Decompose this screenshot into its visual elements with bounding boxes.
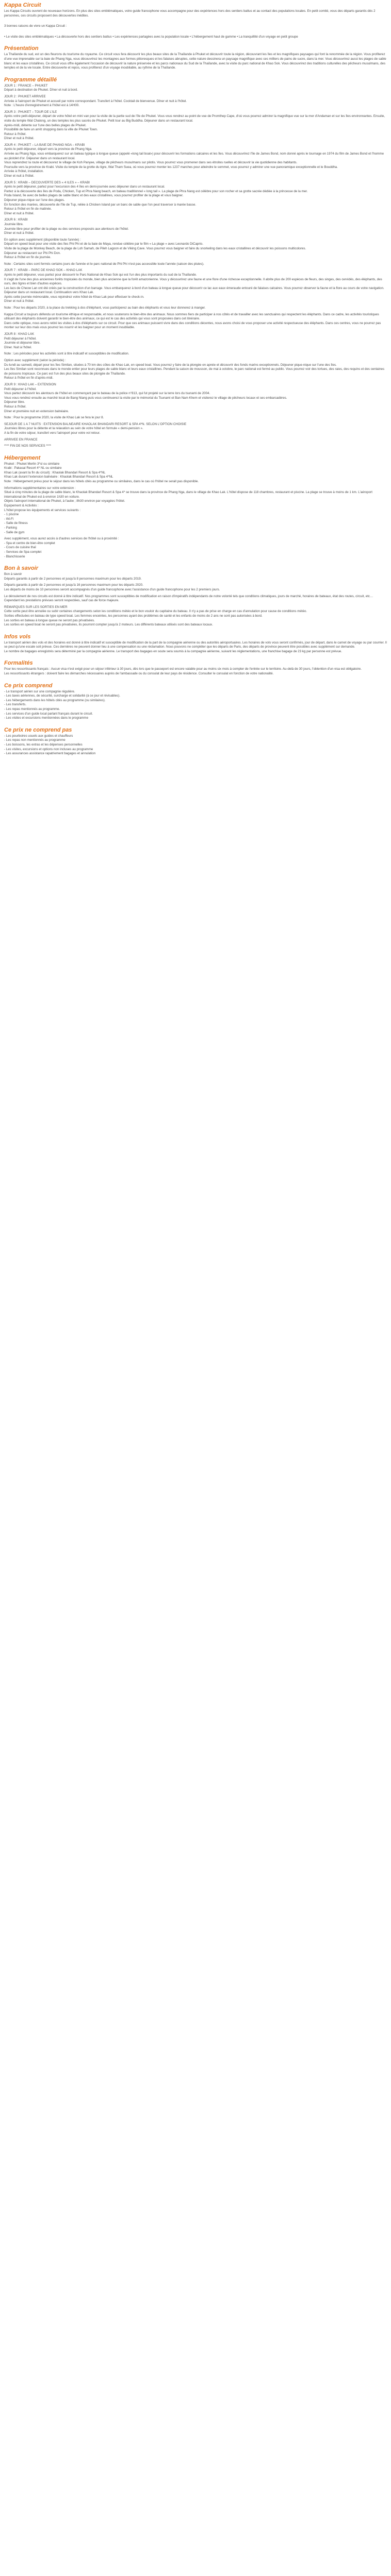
section-2: [4, 77, 387, 449]
section-8: [4, 727, 387, 756]
section-paragraph: **** FIN DE NOS SERVICES ****: [4, 444, 52, 448]
section-5: [4, 634, 387, 654]
section-title: Présentation: [4, 45, 39, 52]
section-title: Formalités: [4, 660, 33, 667]
section-paragraph: Note : Certains sites sont fermés certains jours de l'année et le parc national de Phi Phi n'est pas accessible toute l'année (saison des pluies).: [4, 262, 204, 266]
section-paragraph: JOUR 7 : KRABI – PARC DE KHAO SOK – KHAO LAK Après le petit déjeuner, vous partez pour découvrir le Parc National de Khao Sok qui est l'un des plus importants du sud de la Thaïlande. Il s'agit de l'une des plus anciennes forêts tropicales du monde, bien plus ancienne que la forêt amazonienne. Vous y découvrirez une faune et une flore d'une richesse exceptionnelle. Il abrite plus de 200 espèces de fleurs, des singes, des cervidés, des éléphants, des ours, des tigres et bien d'autres espèces. Les lacs de Cheow Lan ont été créés par la construction d'un barrage. Vous embarquerez à bord d'un bateau à longue queue pour découvrir ce lac aux eaux émeraude entouré de falaises calcaires. Vous pourrez observer la faune et la flore au cours de votre navigation. Déjeuner dans un restaurant local. Continuation vers Khao Lak. Après cette journée mémorable, vous rejoindrez votre hôtel de Khao Lak pour effectuer le check-in. Dîner et nuit à l'hôtel.: [4, 268, 384, 303]
section-paragraph: La Thaïlande du sud, est un des fleurons du tourisme du royaume. Ce circuit vous fera découvrir les plus beaux sites de la Thaïlande à Phuket et découvrir toute la région, découvrant les îles et les magnifiques paysages qui font la renommée de la région. Vous profiterez d'une vue imprenable sur la baie de Phang Nga, vous découvrirez les montagnes aux formes pittoresques et les falaises abruptes, cette nature dessinera un paysage magnifique avec ces milliers de pains de sucre, dans la mer. Vous découvrirez aussi les plages de sable blanc et les eaux cristallines. Ce circuit vous offre également l'occasion de découvrir la nature préservée et les parcs nationaux du Sud de la Thaïlande, avec la visite du parc national de Khao Sok. Vous découvrirez des traditions culturelles des pêcheurs musulmans, des temples et de la vie locale. Entre découverte et repos, vous profiterez d'un voyage inoubliable, au rythme de la Thaïlande.: [4, 53, 386, 70]
section-title: Kappa Circuit: [4, 2, 41, 8]
section-paragraph: JOUR 5 : KRABI – DECOUVERTE DES « 4 ILES » – KRABI Après le petit déjeuner, partez pour l'excursion des 4 îles en demi-journée avec déjeuner dans un restaurant local. Partez à la découverte des îles de Poda, Chicken, Tup et Phra Nang beach, en bateau traditionnel « long tail ». La plage de Phra Nang est célèbre pour son rocher et sa grotte sacrée dédiée à la princesse de la mer. Poda Island, île avec de belles plages de sable blanc et des eaux cristallines, vous pourrez profiter de la plage et vous baigner. Déjeuner pique-nique sur l'une des plages. En fonction des marées, découverte de l'île de Tup, reliée à Chicken Island par un banc de sable que l'on peut traverser à marée basse. Retour à l'hôtel en fin de matinée. Dîner et nuit à l'hôtel.: [4, 180, 308, 215]
section-paragraph: JOUR 1 : FRANCE – PHUKET Départ à destination de Phuket. Dîner et nuit à bord.: [4, 83, 78, 92]
section-paragraph: En option avec supplément (disponible toute l'année) : Départ en speed boat pour une visite des îles Phi Phi et de la baie de Maya, rendue célèbre par le film « La plage » avec Leonardo DiCaprio. Visite de la plage de Monkey Beach, de la plage de Loh Samah, de Pileh Lagoon et de Viking Cave. Vous pourrez vous baigner et faire du snorkeling dans les eaux cristallines et découvrir les poissons multicolores. Déjeuner au restaurant sur Phi Phi Don. Retour à l'hôtel en fin de journée.: [4, 238, 306, 260]
section-title: Programme détaillé: [4, 76, 57, 83]
section-paragraph: Phuket : Phuket Merlin 3*sl ou similaire Krabi : Pakasai Resort 4* NL ou similaire Khao Lak (avant la fin du circuit) : Khaolak Bhandari Resort & Spa 4*NL Khao Lak durant l'extension balnéaire : Khaolak Bhandari Resort & Spa 4*NL Note : Hébergement prévu pour le séjour dans les hôtels cités au programme ou similaires, dans le cas où l'hôtel ne serait pas disponible.: [4, 462, 199, 484]
section-paragraph: Note : Pour le programme 2020, la visite de Khao Lak se fera le jour 8.: [4, 416, 104, 420]
section-title: Hébergement: [4, 454, 41, 461]
section-paragraph: Avec supplément, vous aurez accès à d'autres services de l'hôtel ou à proximité : - Spa et centre de bien-être complet - Cours de cuisine thaï - Services de Spa complet - Blanchisserie: [4, 537, 119, 558]
section-paragraph: Bon à savoir Départs garantis à partir de 2 personnes et jusqu'à 8 personnes maximum pour les départs 2019.: [4, 572, 142, 581]
section-paragraph: [4, 20, 387, 22]
section-paragraph: Kappa Circuit a toujours défendu un tourisme éthique et responsable, et nous soutenons le bien-être des animaux. Nous sommes fiers de participer à nos côtés et de travailler avec les sanctuaires qui respectent les éléphants. Dans ce cadre, les activités touristiques utilisant des éléphants doivent garantir le bien-être des animaux, ce qui est le cas des activités qui vous sont proposées dans cet itinéraire. Dans cette optique, nous avons retiré les visites à dos d'éléphants sur ce circuit. Pour que ces animaux puissent vivre dans des conditions décentes, nous avons choisi de vous proposer une activité respectueuse des éléphants. Dans ces centres, vous ne pourrez pas monter sur leur dos mais vous pourrez les nourrir et les baigner pour un moment inoubliable.: [4, 312, 381, 330]
section-paragraph: 3 bonnes raisons de vivre un Kappa Circuit :: [4, 24, 67, 28]
section-title: Ce prix comprend: [4, 682, 53, 689]
section-paragraph: REMARQUES SUR LES SORTIES EN MER Cette sortie peut être annulée ou subir certaines changements selon les conditions météo et le bon vouloir du capitaine du bateau. Il n'y a pas de prise en charge en cas d'annulation pour cause de conditions météo. Sorties effectuées en bateau de type speed boat. Les femmes enceintes, les personnes ayant des problèmes de santé et les enfants de moins de 2 ans ne sont pas autorisées à bord. Les sorties en bateau à longue queue ne seront pas privatisées. Les sorties en speed boat ne seront pas privatisées, ils pourront compter jusqu'à 2 moteurs. Les différents bateaux utilisés sont des bateaux locaux.: [4, 605, 307, 627]
section-paragraph: ARRIVEE EN FRANCE: [4, 437, 38, 442]
section-title: Infos vols: [4, 633, 31, 640]
section-paragraph: - Les pourboires usuels aux guides et chauffeurs - Les repas non mentionnés au programme - Les boissons, les extras et les dépenses personnelles - Les visites, excursions et options non incluses au programme - Les assurances assistance rapatriement bagages et annulation: [4, 734, 96, 756]
section-paragraph: Note : Les périodes pour les activités sont à titre indicatif et susceptibles de modification.: [4, 352, 129, 356]
section-paragraph: Pour les ressortissants français : Aucun visa n'est exigé pour un séjour inférieur à 30 jours, dès lors que le passeport est encore valable pour au moins six mois à compter de l'entrée sur le territoire. Au-delà de 30 jours, l'obtention d'un visa est obligatoire. Les ressortissants étrangers : doivent faire les démarches nécessaires auprès de l'ambassade ou du consulat de leur pays de résidence. Consulter le consulat en fonction de votre nationalité.: [4, 667, 362, 676]
section-4: [4, 565, 387, 628]
section-paragraph: • Le visite des sites emblématiques • La découverte hors des sentiers battus • Les expériences partagées avec la population locale • L'hébergement haut de gamme • La tranquillité d'un voyage en petit groupe: [4, 35, 298, 39]
section-paragraph: Le déroulement de nos circuits est donné à titre indicatif. Nos programmes sont susceptibles de modification en raison d'impératifs indépendants de notre volonté tels que conditions climatiques, jours de marché, horaires de bateaux, état des routes, circuit, etc… Cependant les prestations prévues seront respectées, sauf cas de force majeure.: [4, 594, 373, 603]
section-7: [4, 683, 387, 721]
section-0: [4, 2, 387, 39]
section-paragraph: JOUR 6 : KRABI Journée libre. Journée libre pour profiter de la plage ou des services proposés aux alentours de l'hôtel. Dîner et nuit à l'hôtel.: [4, 218, 129, 235]
section-paragraph: SEJOUR DE 1 A 7 NUITS : EXTENSION BALNEAIRE KHAOLAK BHANDARI RESORT & SPA 4*N. SELON L'OPTION CHOISIE Journées libres pour la détente et la relaxation au sein de votre hôtel en formule « demi-pension ». A la fin de votre séjour, transfert vers l'aéroport pour votre vol retour.: [4, 422, 187, 435]
section-paragraph: Le transport aérien des vols et des horaires est donné à titre indicatif et susceptible de modification de la part de la compagnie aérienne ou des autorités aéroportuaires. Les horaires de vols vous seront confirmés, jour de départ, dans le carnet de voyage ou par courrier. Il se peut qu'une escale soit prévue. Ces dernières ne peuvent donner lieu à une compensation ou une réclamation. Nous pouvons ne compléter que les départs de Paris, des départs de province peuvent être possibles avec supplément sur demande. Le nombre de bagages enregistrés sera déterminé par la compagnie aérienne. Le transport des bagages en soute sera soumis à la compagnie aérienne, suivant les réglementations, une franchise bagage de 23 kg par personne est prévue.: [4, 640, 387, 653]
section-paragraph: Option avec supplément (selon la période) : Du lundi au samedi, départ pour les îles Similan, situées à 70 km des côtes de Khao Lak, en speed boat. Vous pourrez y faire de la plongée en apnée et découvrir des fonds marins exceptionnels. Déjeuner pique-nique sur l'une des îles. Les îles Similan sont reconnues dans le monde entier pour leurs plages de sable blanc et leurs eaux cristallines. Pendant la saison de mousson, de mai à octobre, le parc national est fermé au public. Vous pourrez voir des tortues, des raies, des requins et des centaines de poissons tropicaux. Ce parc est l'un des plus beaux sites de plongée de Thaïlande. Retour à l'hôtel en fin d'après-midi.: [4, 359, 385, 380]
section-paragraph: Départs garantis à partir de 2 personnes et jusqu'à 16 personnes maximum pour les départs 2020. Les départs de moins de 10 personnes seront accompagnés d'un guide francophone avec l'assistance d'un guide francophone pour les 2 premiers jours.: [4, 583, 220, 591]
section-paragraph: Note : Pour les départs 2020, à la place du trekking à dos d'éléphant, vous participerez au bain des éléphants et vous leur donnerez à manger.: [4, 306, 206, 310]
section-title: Bon à savoir: [4, 565, 39, 572]
section-paragraph: JOUR 3 : PHUKET – TOUR DE L'ILE Après votre petit-déjeuner, départ de votre hôtel en mini van pour la visite de la partie sud de l'île de Phuket. Vous vous rendrez au point de vue de Promthep Cape, d'où vous pourrez admirer la magnifique vue sur la mer d'Andaman et sur les îles environnantes. Ensuite, visite du temple Wat Chalong, un des temples les plus sacrés de Phuket. Petit tour au Big Buddha. Déjeuner dans un restaurant local. Après-midi, détente sur l'une des belles plages de Phuket. Possibilité de faire un arrêt shopping dans la ville de Phuket Town. Retour à l'hôtel. Dîner et nuit à l'hôtel.: [4, 110, 385, 141]
section-paragraph: JOUR 2 : PHUKET ARRIVEE Arrivée à l'aéroport de Phuket et accueil par notre correspondant. Transfert à l'hôtel. Cocktail de bienvenue. Dîner et nuit à l'hôtel. Note : L'heure d'enregistrement à l'hôtel est à 14H00.: [4, 94, 187, 108]
document-page: [0, 0, 391, 756]
section-paragraph: Les Kappa Circuits ouvrent de nouveaux horizons. En plus des sites emblématiques, votre guide francophone vous accompagne pour des expériences hors des sentiers battus et au contact des populations locales. En petit comité, vous des départs garantis dès 2 personnes, ces circuits proposent des découvertes inédites.: [4, 9, 376, 18]
section-paragraph: JOUR 4 : PHUKET – LA BAIE DE PHANG NGA – KRABI Après le petit déjeuner, départ vers la province de Phang Nga. Arrivée au Phang Nga, vous embarquerez sur un bateau typique à longue queue (appelé «long tail boat») pour découvrir les formations calcaires et les îles. Vous découvrirez l'île de James Bond, nom donné après le tournage en 1974 du film de James Bond et l'homme au pistolet d'or. Déjeuner dans un restaurant local. Vous reprendrez la route et découvrez le village de Koh Panyee, village de pêcheurs musulmans sur pilotis. Vous pourrez vous promener dans ses étroites ruelles et découvrir la vie quotidienne des habitants. Poursuite vers la province de Krabi. Visite du temple de la grotte du tigre, Wat Tham Suea, où vous pourrez monter les 1237 marches pour atteindre le sommet, vous pourrez y admirer une vue panoramique exceptionnelle et le Bouddha. Arrivée à l'hôtel, installation. Dîner et nuit à l'hôtel.: [4, 143, 384, 178]
section-6: [4, 660, 387, 676]
section-paragraph: JOUR 8 : KHAO LAK Petit déjeuner à l'hôtel. Journée et déjeuner libre. Dîner. Nuit à l'hôtel.: [4, 332, 41, 349]
section-paragraph: JOUR 9 : KHAO LAK – EXTENSION Petit déjeuner à l'hôtel. Vous partez découvrir les alentours de l'hôtel en commençant par le bateau de la police n°813, qui fut projeté sur la terre lors du tsunami de 2004. Vous vous rendrez ensuite au marché local de Bang Niang puis vous continuerez la visite par le mémorial du Tsunami et Ban Nam Khem et visiterez le village de pêcheurs locaux et ses embarcadères. Déjeuner libre. Retour à l'hôtel. Dîner et première nuit en extension balnéaire.: [4, 382, 287, 413]
section-paragraph: - Le transport aérien sur une compagnie régulière. - Les taxes aériennes, de sécurité, surcharge et solidarité (à ce jour et révisables). - Les hébergements dans les hôtels cités au programme (ou similaires). - Les transferts. - Les repas mentionnés au programme. - Les services d'un guide local parlant français durant le circuit. - Les visites et excursions mentionnées dans le programme: [4, 689, 120, 720]
section-1: [4, 45, 387, 70]
section-title: Ce prix ne comprend pas: [4, 726, 72, 733]
section-paragraph: Informations supplémentaires sur votre extension : Situé à cinq minutes de la plage de sable blanc, le Khaolak Bhandari Resort & Spa 4* se trouve dans la province de Phang Nga, dans le village de Khao Lak. L'hôtel dispose de 118 chambres, restaurant et piscine. La plage se trouve à moins de 1 km. L'aéroport international de Phuket est à environ 1h30 en voiture. Objets l'aéroport international de Phuket, à l'aube ; 8h30 environ par voyagées l'hôtel. Equipement & Activités : L'hôtel propose les équipements et services suivants : - 1 piscine - Wi-Fi - Salle de fitness - Parking - Salle de gym: [4, 486, 372, 534]
section-3: [4, 455, 387, 559]
section-paragraph: [4, 31, 387, 33]
